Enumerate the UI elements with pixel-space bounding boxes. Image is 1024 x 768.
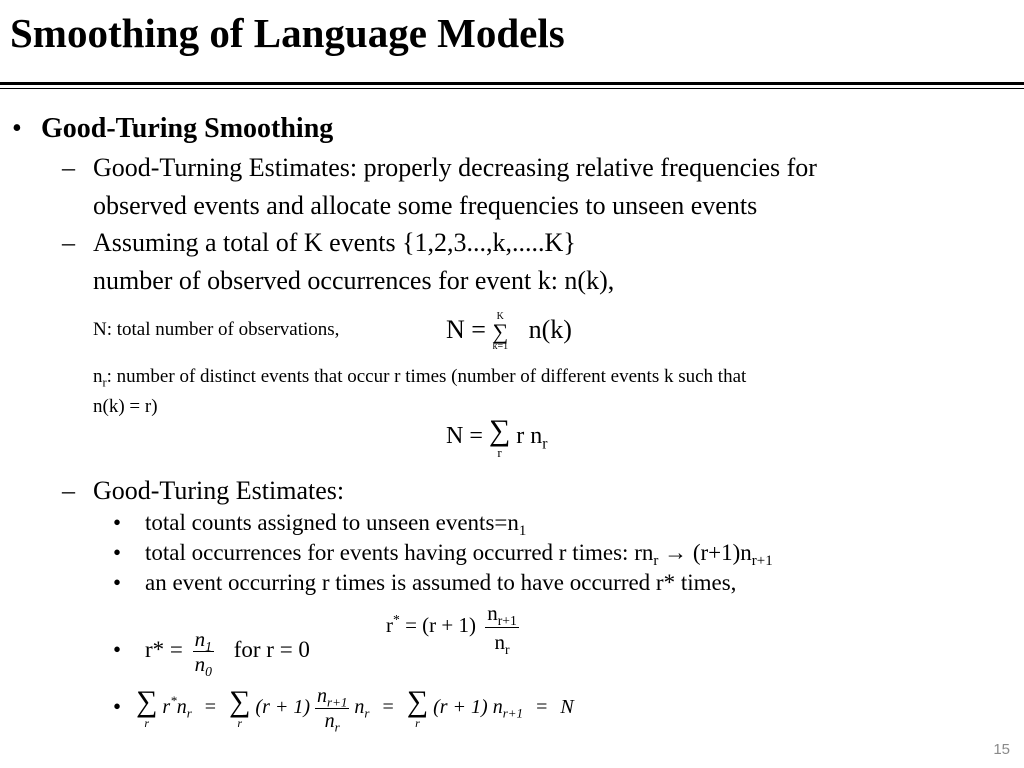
fraction [485, 599, 519, 656]
subscript: r [364, 705, 370, 721]
numerator-text: n [487, 600, 498, 625]
subscript: 0 [205, 663, 212, 679]
subscript: r+1 [327, 694, 348, 710]
nr-definition-text: : number of distinct events that occur r times (number of different events k such that [106, 366, 747, 387]
sum-lower-limit: r [497, 444, 502, 460]
formula-equals: = [469, 423, 483, 449]
sigma-symbol: ∑ [229, 685, 251, 719]
sigma-symbol: ∑ [136, 685, 158, 719]
subscript: r+1 [502, 705, 524, 721]
sub-bullet-marker: • [113, 510, 122, 535]
formula-term [516, 423, 548, 453]
term-3 [492, 696, 524, 721]
numerator-text: n [194, 627, 206, 652]
formula-total-observations [446, 306, 572, 354]
sum-lower-limit: r [415, 716, 420, 731]
term-1-r: r [162, 696, 171, 718]
term-2-n: n [354, 696, 365, 718]
dash-marker: – [62, 228, 75, 257]
item2-line1: Assuming a total of K events {1,2,3...,k,.....K} [93, 228, 576, 257]
nr-symbol: $n_r$ [93, 366, 107, 390]
fraction [193, 627, 214, 679]
formula-lhs: r* = [145, 637, 183, 662]
formula-equals: = [382, 696, 394, 718]
fraction-numerator [485, 599, 519, 627]
formula-term: n(k) [528, 315, 572, 344]
title-divider-thick [0, 82, 1024, 85]
item1-line2: observed events and allocate some frequencies to unseen events [93, 191, 758, 220]
summation-operator [229, 687, 250, 729]
numerator-text: n [317, 684, 328, 707]
formula-equals: = [204, 696, 217, 718]
subscript: r [505, 641, 510, 657]
fraction-denominator [193, 651, 214, 679]
sum-lower-limit: k=1 [492, 341, 509, 353]
title-divider-thin [0, 88, 1024, 89]
sum-upper-limit: K [496, 311, 504, 323]
formula-n-sum-r [446, 408, 547, 464]
formula-coefficient: (r + 1) [255, 696, 311, 718]
superscript: * [393, 611, 400, 627]
formula-lhs: N [446, 315, 465, 344]
subscript: 1 [518, 523, 527, 540]
formula-lhs [386, 613, 400, 637]
denominator-text: n [494, 629, 505, 654]
summation-operator [492, 312, 508, 352]
subscript: r+1 [751, 553, 773, 570]
summation-operator [136, 687, 157, 729]
estimate-unseen-text: total counts assigned to unseen events=n [145, 510, 519, 535]
summation-operator [407, 687, 428, 729]
fraction [315, 684, 349, 733]
fraction-denominator [315, 708, 349, 733]
sub-bullet-marker: • [113, 694, 122, 719]
subscript: 1 [205, 638, 212, 654]
sub-bullet-marker: • [113, 540, 122, 565]
term-1-n: n [176, 696, 187, 718]
sigma-symbol: ∑ [488, 413, 511, 447]
term-3-n: n [492, 696, 503, 718]
formula-equals: = [536, 696, 548, 718]
subscript: r [653, 553, 659, 570]
nr-definition [93, 363, 746, 391]
sub-bullet-marker: • [113, 637, 122, 662]
formula-term-text: r n [516, 423, 543, 449]
formula-coefficient: (r + 1) [433, 696, 488, 718]
estimate-unseen [145, 508, 526, 538]
summation-operator [488, 413, 511, 460]
estimate-r-star: an event occurring r times is assumed to have occurred r* times, [145, 570, 737, 595]
fraction-numerator [315, 684, 349, 708]
estimate-text: total occurrences for events having occurred r times: rn [145, 540, 654, 565]
dash-marker: – [62, 476, 75, 505]
formula-equals: = [405, 613, 417, 637]
fraction-numerator [193, 627, 214, 654]
condition-text: for r = 0 [233, 637, 310, 662]
subscript: r [186, 705, 192, 721]
bullet-marker: • [12, 113, 22, 144]
subscript: r+1 [497, 612, 517, 628]
page-number: 15 [993, 741, 1010, 758]
bullet-heading: Good-Turing Smoothing [41, 113, 334, 144]
term-1 [162, 693, 192, 721]
term-2 [354, 696, 370, 721]
item1-line1: Good-Turning Estimates: properly decreasing relative frequencies for [93, 153, 817, 182]
item3-heading: Good-Turing Estimates: [93, 476, 345, 505]
n-definition: N: total number of observations, [93, 319, 340, 340]
formula-lhs-text: r [386, 613, 393, 637]
formula-equals: = [471, 315, 486, 344]
formula-r-star-zero [145, 622, 310, 678]
formula-coefficient: (r + 1) [422, 613, 476, 637]
formula-rhs: N [560, 696, 574, 718]
sum-lower-limit: r [144, 716, 150, 731]
denominator-text: n [194, 652, 206, 677]
slide-title: Smoothing of Language Models [10, 10, 565, 56]
formula-lhs: N [446, 423, 464, 449]
fraction-denominator [485, 627, 519, 656]
nr-definition-cont: n(k) = r) [93, 396, 158, 417]
formula-subscript: r [542, 435, 548, 453]
formula-sum-identity [136, 676, 574, 738]
dash-marker: – [62, 153, 75, 182]
sum-lower-limit: r [237, 716, 243, 731]
sigma-symbol: ∑ [406, 685, 429, 719]
estimate-occurrences [145, 538, 773, 568]
estimate-arrow-text: → (r+1)n [658, 540, 752, 565]
subscript: r [334, 719, 340, 735]
sigma-symbol: ∑ [492, 319, 509, 345]
sub-bullet-marker: • [113, 570, 122, 595]
denominator-text: n [324, 709, 335, 732]
superscript: * [170, 693, 177, 709]
item2-line2: number of observed occurrences for event k: n(k), [93, 266, 615, 295]
formula-r-star [386, 593, 519, 657]
